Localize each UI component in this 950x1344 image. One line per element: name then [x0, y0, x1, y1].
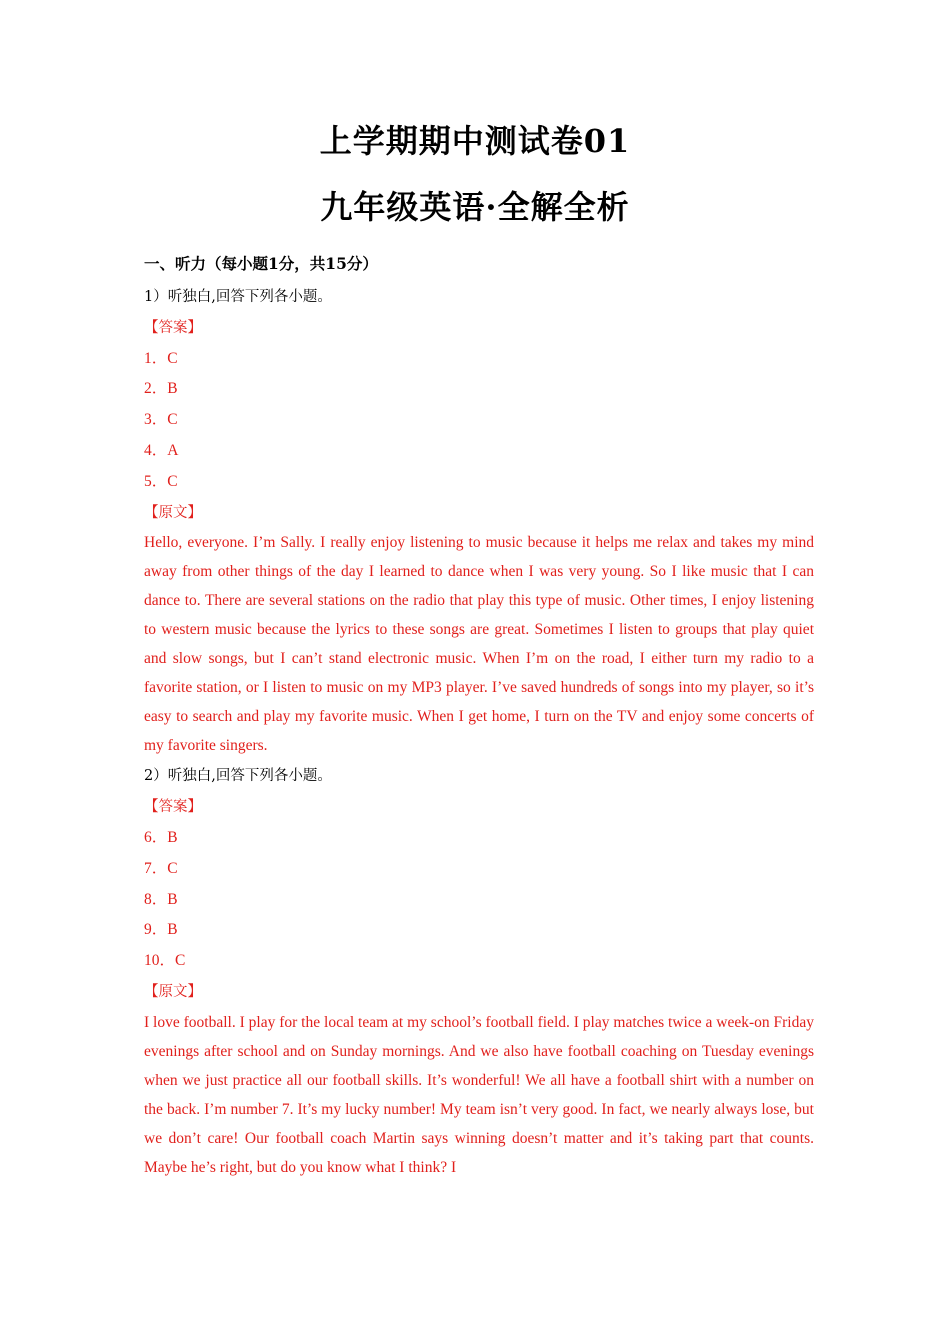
answer-item: 9．B [144, 921, 178, 939]
part2-answer-label: 【答案】 [144, 799, 202, 816]
part2-instruction: 2）听独白,回答下列各小题。 [144, 768, 332, 785]
document-body [144, 252, 814, 1182]
section-heading: 一、听力（每小题1分，共15分） [144, 254, 378, 273]
part1-transcript: Hello, everyone. I’m Sally. I really enjoy listening to music because it helps me relax and takes my mind away from other things of the day I learned to dance when I was very young. So I like music that I can dance to. There are several stations on the radio that play this type of music. Other times, I enjoy listening to western music because the lyrics to these songs are great. Sometimes I listen to groups that play quiet and slow songs, but I can’t stand electronic music. When I’m on the road, I either turn my radio to a favorite station, or I listen to music on my MP3 player. I’ve saved hundreds of songs into my player, so it’s easy to search and play my favorite music. When I get home, I turn on the TV and enjoy some concerts of my favorite singers. [144, 534, 814, 755]
part1-answer-label: 【答案】 [144, 319, 202, 336]
answer-item: 3．C [144, 411, 178, 429]
document-subtitle: 九年级英语·全解全析 [320, 188, 630, 226]
answer-item: 1．C [144, 349, 178, 367]
answer-item: 4．A [144, 441, 179, 459]
part2-transcript: I love football. I play for the local team at my school’s football field. I play matches twice a week-on Friday evenings after school and on Sunday mornings. And we also have football coaching on Tuesday evenings when we just practice all our football skills. It’s wonderful! We all have a football shirt with a number on the back. I’m number 7. It’s my lucky number! My team isn’t very good. In fact, we nearly always lose, but we don’t care! Our football coach Martin says winning doesn’t matter and it’s taking part that counts. Maybe he’s right, but do you know what I think? I [144, 1013, 814, 1176]
part1-instruction: 1）听独白,回答下列各小题。 [144, 289, 332, 305]
part1-transcript-label: 【原文】 [144, 504, 202, 521]
answer-item: 7．C [144, 859, 178, 877]
document-title: 上学期期中测试卷01 [319, 122, 631, 160]
answer-item: 10．C [144, 952, 186, 970]
part2-transcript-label: 【原文】 [144, 983, 202, 1000]
answer-item: 6．B [144, 828, 178, 846]
answer-item: 2．B [144, 380, 178, 398]
answer-item: 5．C [144, 472, 178, 490]
answer-item: 8．B [144, 890, 178, 908]
